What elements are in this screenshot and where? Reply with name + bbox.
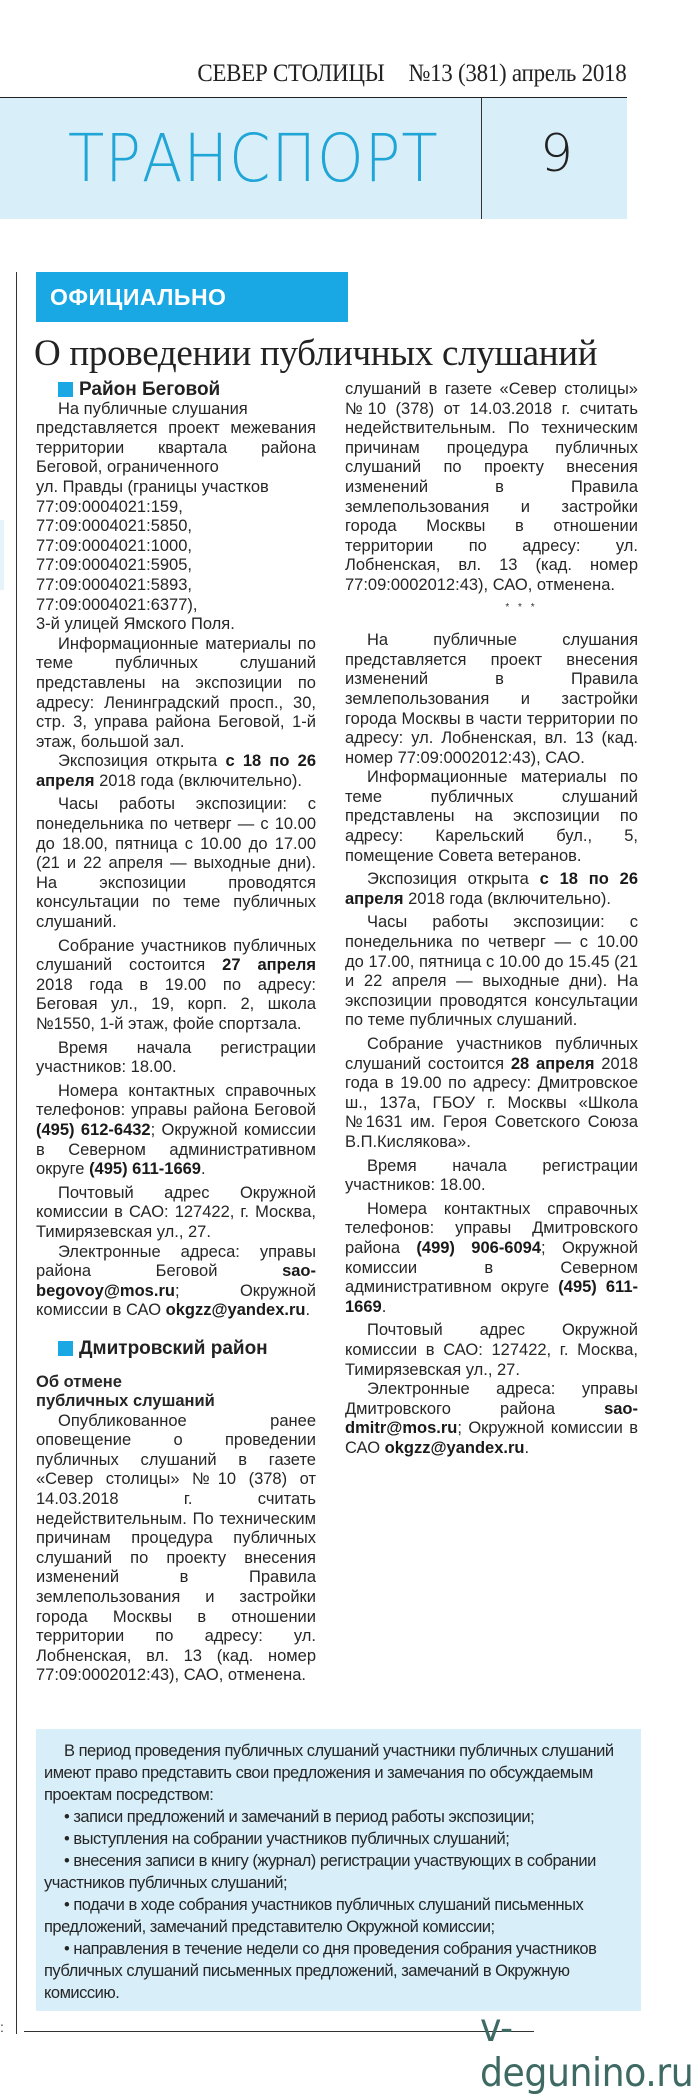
cadastral-number: 77:09:0004021:5850, [36, 517, 192, 536]
note-list [44, 1806, 634, 2004]
phone-number: (495) 611-1669 [345, 1278, 638, 1316]
cadastral-number: 77:09:0004021:159, [36, 497, 183, 516]
dmitrovsky-intro: На публичные слушания представляется проект внесения изменений в Правила землепользования и застройки города Москвы в части территории по адресу: ул. Лобненская, вл. 13 (кад. номер 77:09:0002012:43), САО. [345, 631, 638, 767]
note-list-item: • подачи в ходе собрания участников публичных слушаний письменных предложений, замечаний представителю Окружной комиссии; [44, 1896, 584, 1936]
site-watermark: v-degunino.ru [480, 2006, 693, 2096]
phone-number: (495) 612-6432 [36, 1120, 151, 1139]
email-address: sao-begovoy@mos.ru [36, 1262, 316, 1300]
meeting-date: 27 апреля [222, 956, 316, 975]
begovoy-intro-0: На публичные слушания [58, 399, 248, 418]
dmitrovsky-emails: Электронные адреса: управы Дмитровского района sao-dmitr@mos.ru; Окружной комиссии в САО okgzz@yandex.ru. [345, 1380, 638, 1457]
left-column-rule [16, 272, 17, 2034]
subhead-begovoy-label: Район Беговой [79, 379, 221, 400]
cancel-text-continued: слушаний в газете «Север столицы» №10 (378) от 14.03.2018 г. считать недействительным. По техническим причинам процедура публичных слушаний по проекту внесения изменений в Правила землепользования и застройки города Москвы в отношении территории по адресу: ул. Лобненская, вл. 13 (кад. номер 77:09:0002012:43), САО, отменена. [345, 380, 638, 594]
separator-stars: * * * [505, 601, 538, 613]
begovoy-intro-end: 3-й улицей Ямского Поля. [36, 615, 235, 634]
begovoy-intro-2: ул. Правды (границы участков [36, 477, 269, 496]
begovoy-exposition: Экспозиция открыта с 18 по 26 апреля 2018 года (включительно). [36, 752, 317, 790]
dmitrovsky-meeting: Собрание участников публичных слушаний состоится 28 апреля 2018 года в 19.00 по адресу: Дмитровское ш., 137а, ГБОУ г. Москвы «Школа №1631 им. Героя Советского Союза В.П.Кислякова». [345, 1035, 638, 1151]
cadastral-number: 77:09:0004021:1000, [36, 536, 192, 555]
official-badge-label: ОФИЦИАЛЬНО [50, 284, 227, 310]
note-list-item: • направления в течение недели со дня проведения собрания участников публичных слушаний письменных предложений, замечаний в Окружную комиссию. [44, 1940, 597, 2002]
phone-number: (495) 611-1669 [89, 1160, 201, 1179]
corner-mark: : [0, 2019, 4, 2035]
note-intro: В период проведения публичных слушаний участники публичных слушаний имеют право представить свои предложения и замечания по обсуждаемым проектам посредством: [44, 1742, 614, 1804]
left-column [36, 379, 317, 1685]
subhead-dmitrovsky-label: Дмитровский район [79, 1337, 268, 1359]
official-badge [36, 272, 348, 322]
begovoy-postal: Почтовый адрес Окружной комиссии в САО: 127422, г. Москва, Тимирязевская ул., 27. [36, 1183, 316, 1241]
section-divider [481, 98, 482, 219]
rights-note-text [44, 1740, 634, 2004]
dmitrovsky-registration: Время начала регистрации участников: 18.00. [345, 1156, 638, 1195]
cancel-title: публичных слушаний [36, 1392, 215, 1411]
exposition-dates: с 18 по 26 апреля [345, 870, 638, 908]
dmitrovsky-phones: Номера контактных справочных телефонов: управы Дмитровского района (499) 906-6094; Окружной комиссии в Северном административном округе (495) 611-1669. [345, 1199, 638, 1316]
blue-square-icon [58, 1341, 73, 1356]
newspaper-name: СЕВЕР СТОЛИЦЫ [197, 60, 385, 87]
right-column [345, 380, 638, 1458]
bottom-rule [24, 2031, 534, 2032]
note-list-item: • внесения записи в книгу (журнал) регистрации участвующих в собрании участников публичных слушаний; [44, 1852, 596, 1892]
begovoy-registration: Время начала регистрации участников: 18.00. [36, 1038, 316, 1077]
phone-number: (499) 906-6094 [416, 1238, 542, 1257]
rights-note-box [36, 1729, 641, 2011]
article-headline: О проведении публичных слушаний [34, 333, 598, 374]
issue-info: №13 (381) апрель 2018 [408, 60, 627, 87]
page-number: 9 [540, 124, 574, 184]
begovoy-hours: Часы работы экспозиции: с понедельника по четверг — с 10.00 до 18.00, пятница с 10.00 до 17.00 (21 и 22 апреля — выходные дни). На экспозиции проводятся консультации по теме публичных слушаний. [36, 795, 316, 932]
dmitrovsky-hours: Часы работы экспозиции: с понедельника по четверг — с 10.00 до 17.00, пятница с 10.00 до 15.45 (21 и 22 апреля — выходные дни). На экспозиции проводятся консультации по теме публичных слушаний. [345, 913, 638, 1030]
cancel-text: Опубликованное ранее оповещение о проведении публичных слушаний в газете «Север столицы» №10 (378) от 14.03.2018 г. считать недействительным. По техническим причинам процедура публичных слушаний по проекту внесения изменений в Правила землепользования и застройки города Москвы в отношении территории по адресу: ул. Лобненская, вл. 13 (кад. номер 77:09:0002012:43), САО, отменена. [36, 1411, 316, 1685]
section-band [0, 97, 627, 219]
email-address: okgzz@yandex.ru [165, 1301, 306, 1320]
email-address: okgzz@yandex.ru [384, 1438, 525, 1457]
dmitrovsky-postal: Почтовый адрес Окружной комиссии в САО: 127422, г. Москва, Тимирязевская ул., 27. [345, 1321, 638, 1379]
cadastral-number: 77:09:0004021:6377), [36, 595, 198, 614]
cadastral-number: 77:09:0004021:5905, [36, 556, 192, 575]
left-edge-tab [0, 520, 4, 590]
begovoy-materials: Информационные материалы по теме публичных слушаний представлены на экспозиции по адресу: Ленинградский просп., 30, стр. 3, управа района Беговой, 1-й этаж, большой зал. [36, 634, 316, 751]
masthead-line [198, 60, 627, 88]
meeting-date: 28 апреля [510, 1054, 595, 1073]
subhead-dmitrovsky [58, 1339, 316, 1359]
cancel-title: Об отмене [36, 1372, 122, 1391]
exposition-dates: с 18 по 26 апреля [36, 752, 317, 790]
dmitrovsky-materials: Информационные материалы по теме публичных слушаний представлены на экспозиции по адресу: Карельский бул., 5, помещение Совета ветеранов. [345, 768, 638, 865]
note-list-item: • записи предложений и замечаний в период работы экспозиции; [64, 1808, 535, 1826]
email-address: sao-dmitr@mos.ru [345, 1399, 638, 1438]
dmitrovsky-exposition: Экспозиция открыта с 18 по 26 апреля 2018 года (включительно). [345, 870, 638, 908]
note-list-item: • выступления на собрании участников публичных слушаний; [64, 1830, 510, 1848]
begovoy-phones: Номера контактных справочных телефонов: управы района Беговой (495) 612-6432; Окружной комиссии в Северном административном округе (495) 611-1669. [36, 1081, 316, 1179]
begovoy-meeting: Собрание участников публичных слушаний состоится 27 апреля 2018 года в 19.00 по адресу: Беговая ул., 19, корп. 2, школа №1550, 1-й этаж, фойе спортзала. [36, 936, 316, 1033]
begovoy-intro-1: представляется проект межевания территории квартала района Беговой, ограниченного [36, 419, 316, 477]
section-title: ТРАНСПОРТ [68, 120, 439, 197]
blue-square-icon [58, 382, 73, 397]
begovoy-emails: Электронные адреса: управы района Беговой sao-begovoy@mos.ru; Окружной комиссии в САО okgzz@yandex.ru. [36, 1242, 316, 1320]
subhead-begovoy [58, 380, 316, 400]
cadastral-number: 77:09:0004021:5893, [36, 575, 192, 594]
